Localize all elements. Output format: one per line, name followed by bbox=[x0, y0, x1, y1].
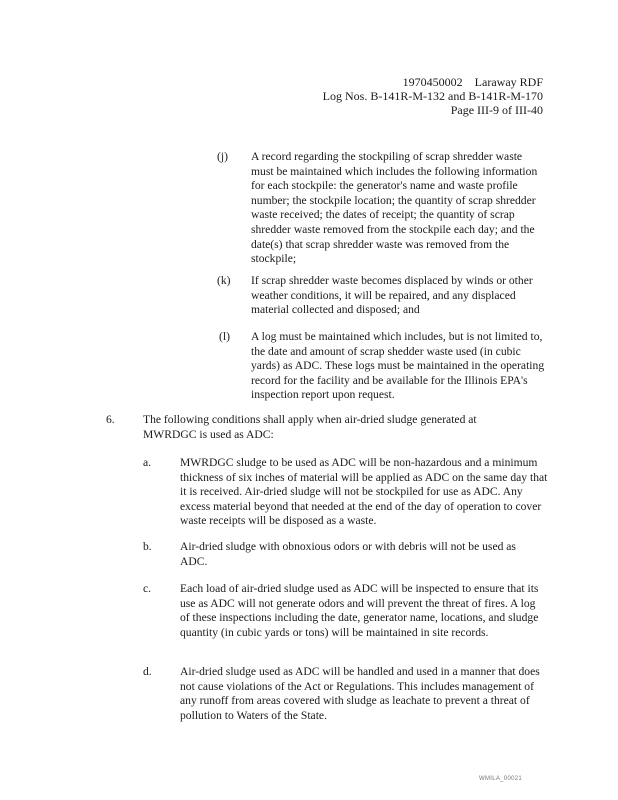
page-header bbox=[323, 75, 543, 117]
document-control-stamp: WMILA_00021 bbox=[479, 776, 522, 782]
list-item-text: A record regarding the stockpiling of scrap shredder waste must be maintained which includes the following information for each stockpile: the generator's name and waste profile number; the stockpile location; the quantity of scrap shredder waste received; the dates of receipt; the quantity of scrap shredder waste removed from the stockpile each day; and the date(s) that scrap shredder waste was removed from the stockpile; bbox=[251, 150, 538, 266]
list-item-text: MWRDGC sludge to be used as ADC will be non-hazardous and a minimum thickness of six inches of material will be applied as ADC on the same day that it is received. Air-dried sludge will not be stockpiled for use as ADC. Any excess material beyond that needed at the end of the day of operation to cover waste receipts will be disposed as a waste. bbox=[180, 456, 548, 528]
list-item-text: Air-dried sludge used as ADC will be handled and used in a manner that does not cause violations of the Act or Regulations. This includes management of any runoff from areas covered with sludge as leachate to prevent a threat of pollution to Waters of the State. bbox=[180, 665, 540, 722]
list-item-label: a. bbox=[143, 456, 152, 469]
list-item-text: If scrap shredder waste becomes displaced by winds or other weather conditions, it will be repaired, and any displaced material collected and disposed; and bbox=[251, 274, 533, 317]
list-item-label: b. bbox=[143, 540, 152, 553]
list-item-label: (k) bbox=[217, 274, 231, 287]
header-permit-line: 1970450002 Laraway RDF bbox=[402, 75, 543, 89]
condition-text: The following conditions shall apply when air-dried sludge generated at MWRDGC is used as ADC: bbox=[143, 413, 477, 441]
list-item-text: Air-dried sludge with obnoxious odors or with debris will not be used as ADC. bbox=[180, 540, 516, 568]
list-item-label: d. bbox=[143, 665, 152, 678]
list-item-text: A log must be maintained which includes, but is not limited to, the date and amount of scrap shedder waste used (in cubic yards) as ADC. These logs must be maintained in the operating record for the facility and be available for the Illinois EPA's inspection report upon request. bbox=[251, 330, 545, 402]
header-page-number: Page III-9 of III-40 bbox=[450, 103, 543, 117]
list-item-text: Each load of air-dried sludge used as ADC will be inspected to ensure that its use as ADC will not generate odors and will prevent the threat of fires. A log of these inspections including the date, generator name, locations, and sludge quantity (in cubic yards or tons) will be maintained in site records. bbox=[180, 582, 539, 639]
list-item-label: (j) bbox=[217, 150, 228, 163]
list-item-label: (l) bbox=[219, 330, 230, 343]
list-item-label: c. bbox=[143, 582, 152, 595]
header-log-numbers: Log Nos. B-141R-M-132 and B-141R-M-170 bbox=[322, 89, 543, 103]
condition-number: 6. bbox=[106, 413, 115, 426]
